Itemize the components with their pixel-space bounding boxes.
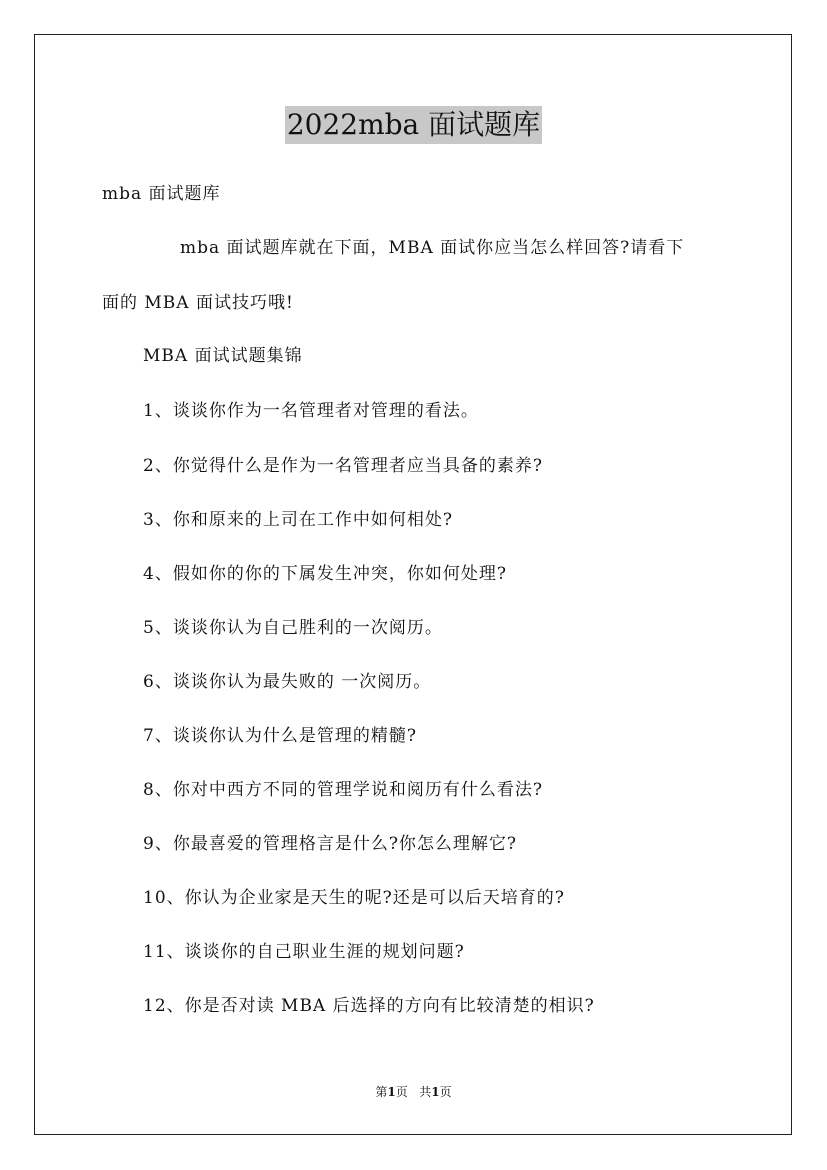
document-subtitle: mba 面试题库	[102, 184, 221, 204]
footer-page-prefix: 第	[375, 1085, 388, 1099]
page-footer	[0, 1084, 827, 1100]
footer-total-prefix: 共	[419, 1085, 432, 1099]
question-item: 7、谈谈你认为什么是管理的精髓?	[143, 726, 417, 746]
footer-page-suffix: 页	[395, 1085, 408, 1099]
question-item: 12、你是否对读 MBA 后选择的方向有比较清楚的相识?	[143, 996, 595, 1016]
question-item: 11、谈谈你的自己职业生涯的规划问题?	[143, 942, 465, 962]
document-title	[0, 104, 827, 144]
question-item: 2、你觉得什么是作为一名管理者应当具备的素养?	[143, 456, 543, 476]
question-item: 9、你最喜爱的管理格言是什么?你怎么理解它?	[143, 834, 518, 854]
document-title-text: 2022mba 面试题库	[285, 106, 542, 144]
footer-total-pages: 1	[431, 1085, 440, 1099]
question-item: 6、谈谈你认为最失败的 一次阅历。	[143, 672, 432, 692]
question-item: 3、你和原来的上司在工作中如何相处?	[143, 510, 453, 530]
question-item: 1、谈谈你作为一名管理者对管理的看法。	[143, 401, 479, 421]
intro-paragraph-line-1: mba 面试题库就在下面，MBA 面试你应当怎么样回答?请看下	[180, 238, 685, 258]
section-heading: MBA 面试试题集锦	[143, 346, 303, 366]
question-item: 4、假如你的你的下属发生冲突，你如何处理?	[143, 564, 507, 584]
footer-page-number: 1	[387, 1085, 396, 1099]
footer-total-suffix: 页	[439, 1085, 452, 1099]
intro-paragraph-line-2: 面的 MBA 面试技巧哦!	[102, 293, 294, 313]
question-item: 8、你对中西方不同的管理学说和阅历有什么看法?	[143, 780, 543, 800]
question-item: 5、谈谈你认为自己胜利的一次阅历。	[143, 618, 443, 638]
question-item: 10、你认为企业家是天生的呢?还是可以后天培育的?	[143, 888, 565, 908]
